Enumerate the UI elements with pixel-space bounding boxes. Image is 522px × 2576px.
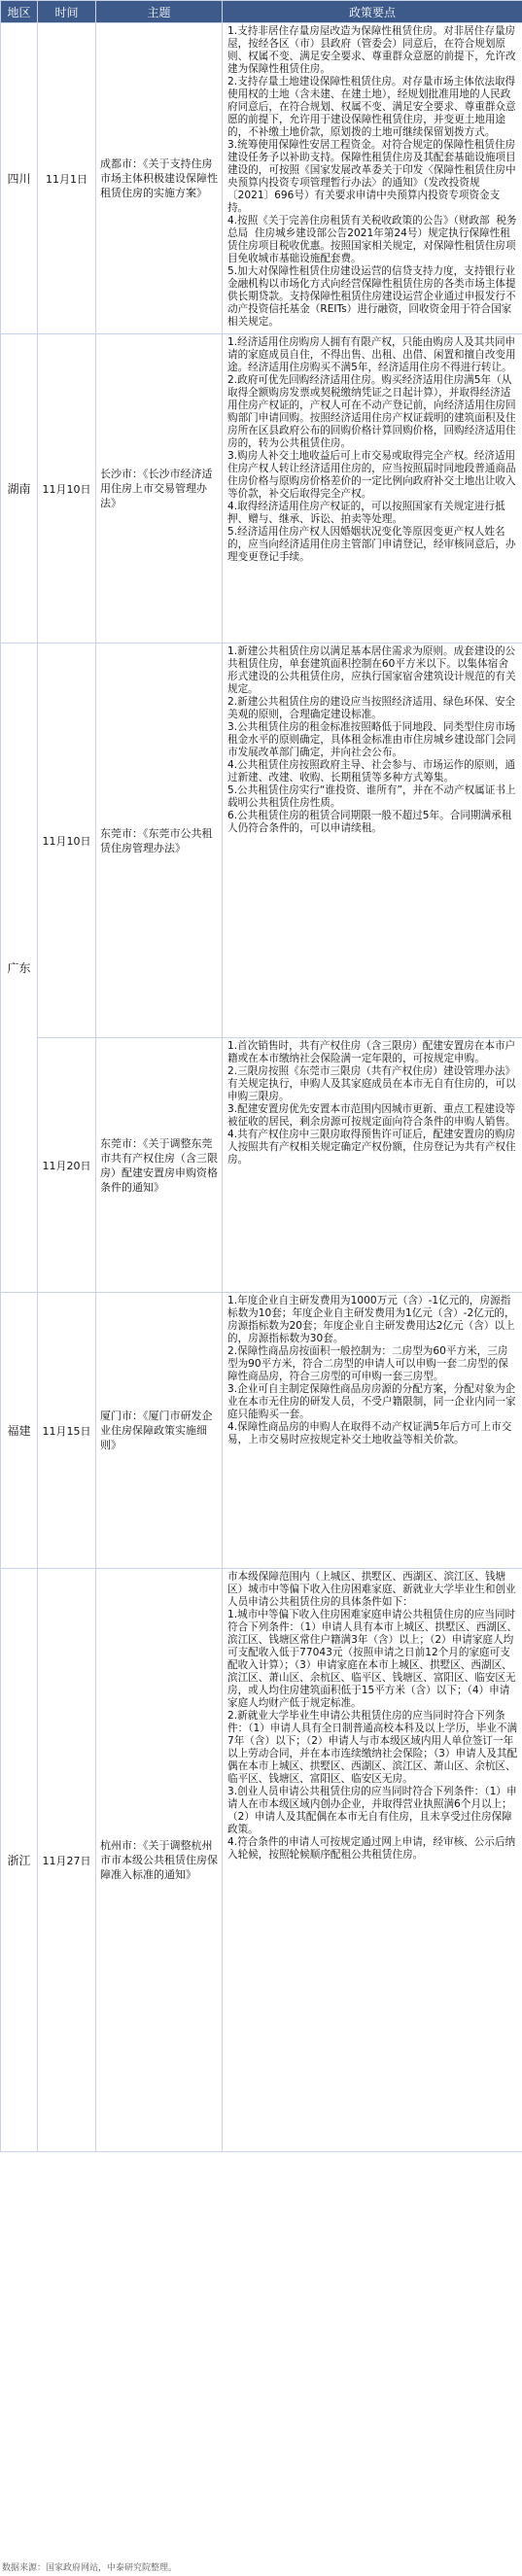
- points-cell: [223, 23, 522, 334]
- time-cell: 11月1日: [38, 23, 96, 334]
- policy-point: 2.三限房按照《东莞市三限房（共有产权住房）建设管理办法》有关规定执行，申购人及其家庭成员在本市无自有住房的，可以申购三限房。: [227, 1065, 516, 1102]
- table-row: [1, 644, 522, 1038]
- time-cell: 11月10日: [38, 334, 96, 644]
- policy-point: 1.新建公共租赁住房以满足基本居住需求为原则。成套建设的公共租赁住房，单套建筑面积控制在60平方米以下。以集体宿舍形式建设的公共租赁住房，应执行国家宿舍建筑设计规范的有关规定。: [227, 645, 516, 695]
- points-cell: [223, 334, 522, 644]
- policy-point: 3.创业人员申请公共租赁住房的应当同时符合下列条件：（1）申请人在市本级区域内创办企业，并取得营业执照满6个月以上；（2）申请人及其配偶在本市无自有住房，且未享受过住房保障政策。: [227, 1786, 517, 1835]
- policy-point: 2.新建公共租赁住房的建设应当按照经济适用、绿色环保、安全美观的原则，合理确定建设标准。: [227, 696, 516, 720]
- policy-point: 3.企业可自主制定保障性商品房房源的分配方案，分配对象为企业在本市无住房的研发人员，不受户籍限制，同一企业内同一家庭只能购买一套。: [227, 1383, 516, 1420]
- policy-point: 2.支持存量土地建设保障性租赁住房。对存量市场主体依法取得使用权的土地（含未建、在建土地），经规划批准用地的人民政府同意后，在符合规划、权属不变、满足安全要求、尊重群众意愿的前提下，允许用于建设保障性租赁住房，并变更土地用途的，不补缴土地价款，原划拨的土地可继续保留划拨方式。: [227, 76, 516, 138]
- policy-point: 4.按照《关于完善住房租赁有关税收政策的公告》（财政部 税务总局 住房城乡建设部公告2021年第24号）规定执行保障性租赁住房项目税收优惠。按照国家相关规定，对保障性租赁住房项目免收城市基础设施配套费。: [227, 215, 517, 264]
- points-cell: [223, 1038, 522, 1293]
- region-cell: 浙江: [1, 1569, 38, 2152]
- policy-point: 3.购房人补交土地收益后可上市交易或取得完全产权。经济适用住房产权人转让经济适用住房的，应当按照届时同地段普通商品住房价格与原购房价格差价的一定比例向政府补交土地出让收入等价款，补交后取得完全产权。: [227, 450, 516, 500]
- policy-point: 2.保障性商品房按面积一般控制为：二房型为60平方米，三房型为90平方米，符合二房型的申请人可以申购一套二房型的保障性商品房，符合三房型的可申购一套三房型。: [227, 1345, 508, 1382]
- policy-point: 5.加大对保障性租赁住房建设运营的信贷支持力度，支持银行业金融机构以市场化方式向经营保障性租赁住房的各类市场主体提供长期贷款。支持保障性租赁住房建设运营企业通过申报发行不动产投资信托基金（REITs）进行融资，回收资金用于符合国家相关规定。: [227, 265, 516, 328]
- header-time: 时间: [38, 1, 96, 23]
- policy-point: 2.新就业大学毕业生申请公共租赁住房的应当同时符合下列条件：（1）申请人具有全日制普通高校本科及以上学历，毕业不满7年（含）以下；（2）申请人与市本级区域内用人单位签订一年以上劳动合同，并在本市连续缴纳社会保险；（3）申请人及其配偶在本市上城区、拱墅区、西湖区、滨江区、萧山区、余杭区、临平区、钱塘区、富阳区、临安区无房。: [227, 1710, 518, 1785]
- source-note: 数据来源：国家政府网站，中泰研究院整理。: [2, 2563, 178, 2573]
- policy-point: 4.取得经济适用住房产权证的，可以按照国家有关规定进行抵押、赠与、继承、诉讼、拍卖等处理。: [227, 501, 505, 525]
- policy-point: 1.支持非居住存量房屋改造为保障性租赁住房。对非居住存量房屋，按经各区（市）县政府（管委会）同意后，在符合规划原则、权属不变、满足安全要求、尊重群众意愿的前提下，允许改建为保障性租赁住房。: [227, 25, 516, 75]
- policy-point: 4.公共租赁住房按照政府主导、社会参与、市场运作的原则，通过新建、改建、收购、长期租赁等多种方式筹集。: [227, 759, 516, 783]
- points-cell: [223, 1569, 522, 2152]
- policy-point: 1.城市中等偏下收入住房困难家庭申请公共租赁住房的应当同时符合下列条件：（1）申请人具有本市上城区、拱墅区、西湖区、滨江区、钱塘区常住户籍满3年（含）以上；（2）申请家庭人均可支配收入低于77043元（按照申请之日前12个月的家庭可支配收入计算）；（3）申请家庭在本市上城区、拱墅区、西湖区、滨江区、萧山区、余杭区、临平区、钱塘区、富阳区、临安区无房，或人均住房建筑面积低于15平方米（含）以下；（4）申请家庭人均财产低于规定标准。: [227, 1609, 518, 1709]
- policy-point: 3.配建安置房优先安置本市范围内因城市更新、重点工程建设等被征收的居民，剩余房源可按规定面向符合条件的申购人销售。: [227, 1103, 516, 1128]
- region-cell: 福建: [1, 1293, 38, 1569]
- policy-point: 2.政府可优先回购经济适用住房。购买经济适用住房满5年（从取得全额购房发票或契税缴纳凭证之日起计算），并取得经济适用住房产权证的，产权人可在不动产登记前，向经济适用住房回购部门申请回购。按照经济适用住房产权证载明的建筑面积及住房所在区县政府公布的回购价格计算回购价格，回购经济适用住房的，转为公共租赁住房。: [227, 374, 516, 449]
- topic-cell: 厦门市：《厦门市研发企业住房保障政策实施细则》: [96, 1293, 223, 1569]
- time-cell: 11月27日: [38, 1569, 96, 2152]
- policy-point: 4.符合条件的申请人可按规定通过网上申请，经审核、公示后纳入轮候，按照轮候顺序配租公共租赁住房。: [227, 1836, 516, 1861]
- topic-cell: 成都市：《关于支持住房市场主体积极建设保障性租赁住房的实施方案》: [96, 23, 223, 334]
- policy-point: 5.公共租赁住房实行“谁投资、谁所有”，并在不动产权属证书上载明公共租赁住房性质。: [227, 784, 516, 809]
- table-row: [1, 1569, 522, 2152]
- topic-cell: 东莞市：《东莞市公共租赁住房管理办法》: [96, 644, 223, 1038]
- policy-point: 3.公共租赁住房的租金标准按照略低于同地段、同类型住房市场租金水平的原则确定，具体租金标准由市住房城乡建设部门会同市发展改革部门确定，并向社会公布。: [227, 721, 516, 758]
- time-cell: 11月15日: [38, 1293, 96, 1569]
- table-header-row: [1, 1, 522, 23]
- region-cell: 湖南: [1, 334, 38, 644]
- policy-point: 5.经济适用住房产权人因婚姻状况变化等原因变更产权人姓名的，应当向经济适用住房主管部门申请登记，经审核同意后，办理变更登记手续。: [227, 526, 516, 563]
- policy-point: 市本级保障范围内（上城区、拱墅区、西湖区、滨江区、钱塘区）城市中等偏下收入住房困难家庭、新就业大学毕业生和创业人员申请公共租赁住房的具体条件如下：: [227, 1571, 516, 1608]
- table-row: [1, 1293, 522, 1569]
- topic-cell: 东莞市：《关于调整东莞市共有产权住房（含三限房）配建安置房申购资格条件的通知》: [96, 1038, 223, 1293]
- topic-cell: 长沙市：《长沙市经济适用住房上市交易管理办法》: [96, 334, 223, 644]
- region-cell: 四川: [1, 23, 38, 334]
- header-topic: 主题: [96, 1, 223, 23]
- header-points: 政策要点: [223, 1, 522, 23]
- region-cell: 广东: [1, 644, 38, 1293]
- policy-point: 4.共有产权住房中三限房取得预售许可证后，配建安置房的购房人按照共有产权相关规定确定产权份额，住房登记为共有产权住房。: [227, 1129, 516, 1166]
- header-region: 地区: [1, 1, 38, 23]
- topic-cell: 杭州市：《关于调整杭州市市本级公共租赁住房保障准入标准的通知》: [96, 1569, 223, 2152]
- table-row: [1, 23, 522, 334]
- table-row: [1, 334, 522, 644]
- time-cell: 11月20日: [38, 1038, 96, 1293]
- time-cell: 11月10日: [38, 644, 96, 1038]
- policy-point: 1.首次销售时，共有产权住房（含三限房）配建安置房在本市户籍或在本市缴纳社会保险满一定年限的，可按规定申购。: [227, 1040, 516, 1064]
- policy-point: 6.公共租赁住房的租赁合同期限一般不超过5年。合同期满承租人仍符合条件的，可以申请续租。: [227, 810, 512, 834]
- policy-point: 3.统筹使用保障性安居工程资金。对符合规定的保障性租赁住房建设任务予以补助支持。保障性租赁住房及其配套基础设施项目建设的，可按照《国家发展改革委关于印发〈保障性租赁住房中央预算内投资专项管理暂行办法〉的通知》（发改投资规〔2021〕696号）有关要求申请中央预算内投资专项资金支持。: [227, 139, 516, 214]
- policy-point: 1.年度企业自主研发费用为1000万元（含）-1亿元的，房源指标数为10套；年度企业自主研发费用为1亿元（含）-2亿元的，房源指标数为20套；年度企业自主研发费用达2亿元（含）以上的，房源指标数为30套。: [227, 1295, 515, 1344]
- points-cell: [223, 644, 522, 1038]
- policy-point: 1.经济适用住房购房人拥有有限产权，只能由购房人及其共同申请的家庭成员自住，不得出售、出租、出借、闲置和擅自改变用途。经济适用住房购买不满5年，经济适用住房不得进行转让。: [227, 336, 516, 373]
- policy-point: 4.保障性商品房的申购人在取得不动产权证满5年后方可上市交易，上市交易时应按规定补交土地收益等相关价款。: [227, 1421, 512, 1445]
- table-row: [1, 1038, 522, 1293]
- points-cell: [223, 1293, 522, 1569]
